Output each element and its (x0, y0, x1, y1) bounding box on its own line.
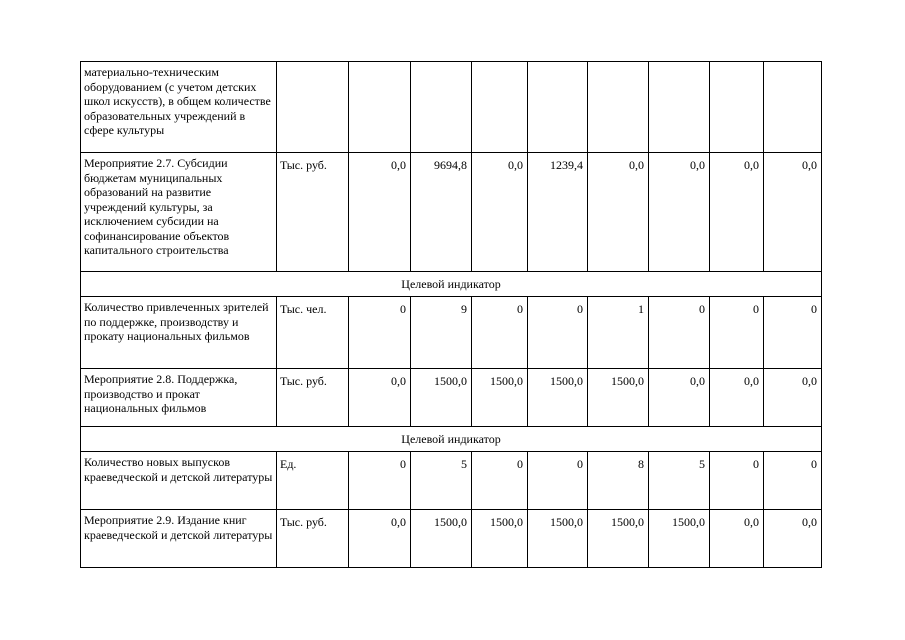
value-cell: 0,0 (710, 153, 764, 272)
value-cell: 0,0 (764, 369, 822, 427)
value-cell: 0,0 (588, 153, 649, 272)
value-cell (528, 62, 588, 153)
table-row (81, 369, 822, 427)
value-cell: 0,0 (710, 510, 764, 568)
row-description: Количество привлеченных зрителей по поддержке, производству и прокату национальных фильмов (81, 297, 277, 369)
value-cell: 0,0 (349, 510, 411, 568)
table-row (81, 297, 822, 369)
table-row (81, 452, 822, 510)
value-cell: 1500,0 (588, 369, 649, 427)
value-cell: 0 (710, 452, 764, 510)
value-cell: 1500,0 (588, 510, 649, 568)
value-cell: 0,0 (649, 369, 710, 427)
value-cell: 1500,0 (528, 369, 588, 427)
value-cell (472, 62, 528, 153)
indicator-row (81, 427, 822, 452)
value-cell: 5 (411, 452, 472, 510)
row-description: Мероприятие 2.8. Поддержка, производство и прокат национальных фильмов (81, 369, 277, 427)
value-cell (764, 62, 822, 153)
value-cell: 1500,0 (411, 510, 472, 568)
value-cell: 0,0 (349, 369, 411, 427)
value-cell: 1500,0 (649, 510, 710, 568)
value-cell: 0,0 (710, 369, 764, 427)
value-cell (649, 62, 710, 153)
value-cell: 0 (349, 452, 411, 510)
value-cell: 0 (472, 452, 528, 510)
row-description: Мероприятие 2.9. Издание книг краеведческой и детской литературы (81, 510, 277, 568)
value-cell: 9 (411, 297, 472, 369)
row-description: Количество новых выпусков краеведческой и детской литературы (81, 452, 277, 510)
value-cell: 0,0 (764, 153, 822, 272)
value-cell: 9694,8 (411, 153, 472, 272)
row-unit: Ед. (277, 452, 349, 510)
indicator-heading: Целевой индикатор (81, 272, 822, 297)
row-unit (277, 62, 349, 153)
value-cell (710, 62, 764, 153)
value-cell: 0 (764, 297, 822, 369)
value-cell: 0 (649, 297, 710, 369)
value-cell: 0 (528, 297, 588, 369)
row-unit: Тыс. руб. (277, 369, 349, 427)
indicator-row (81, 272, 822, 297)
value-cell: 0,0 (472, 153, 528, 272)
table-row (81, 153, 822, 272)
value-cell: 1500,0 (411, 369, 472, 427)
row-unit: Тыс. руб. (277, 153, 349, 272)
indicator-heading: Целевой индикатор (81, 427, 822, 452)
value-cell: 0 (710, 297, 764, 369)
value-cell: 0 (472, 297, 528, 369)
row-description: Мероприятие 2.7. Субсидии бюджетам муниципальных образований на развитие учреждений культуры, за исключением субсидии на софинансирование объектов капитального строительства (81, 153, 277, 272)
table-row (81, 62, 822, 153)
value-cell (411, 62, 472, 153)
value-cell (349, 62, 411, 153)
value-cell: 0,0 (764, 510, 822, 568)
value-cell: 0,0 (649, 153, 710, 272)
row-description: материально-техническим оборудованием (с учетом детских школ искусств), в общем количестве образовательных учреждений в сфере культуры (81, 62, 277, 153)
indicators-table (80, 61, 822, 568)
value-cell: 0 (764, 452, 822, 510)
row-unit: Тыс. руб. (277, 510, 349, 568)
value-cell: 5 (649, 452, 710, 510)
value-cell (588, 62, 649, 153)
value-cell: 1500,0 (472, 369, 528, 427)
value-cell: 1500,0 (472, 510, 528, 568)
value-cell: 0 (528, 452, 588, 510)
table-row (81, 510, 822, 568)
row-unit: Тыс. чел. (277, 297, 349, 369)
value-cell: 1239,4 (528, 153, 588, 272)
value-cell: 8 (588, 452, 649, 510)
value-cell: 0,0 (349, 153, 411, 272)
value-cell: 1 (588, 297, 649, 369)
value-cell: 1500,0 (528, 510, 588, 568)
value-cell: 0 (349, 297, 411, 369)
